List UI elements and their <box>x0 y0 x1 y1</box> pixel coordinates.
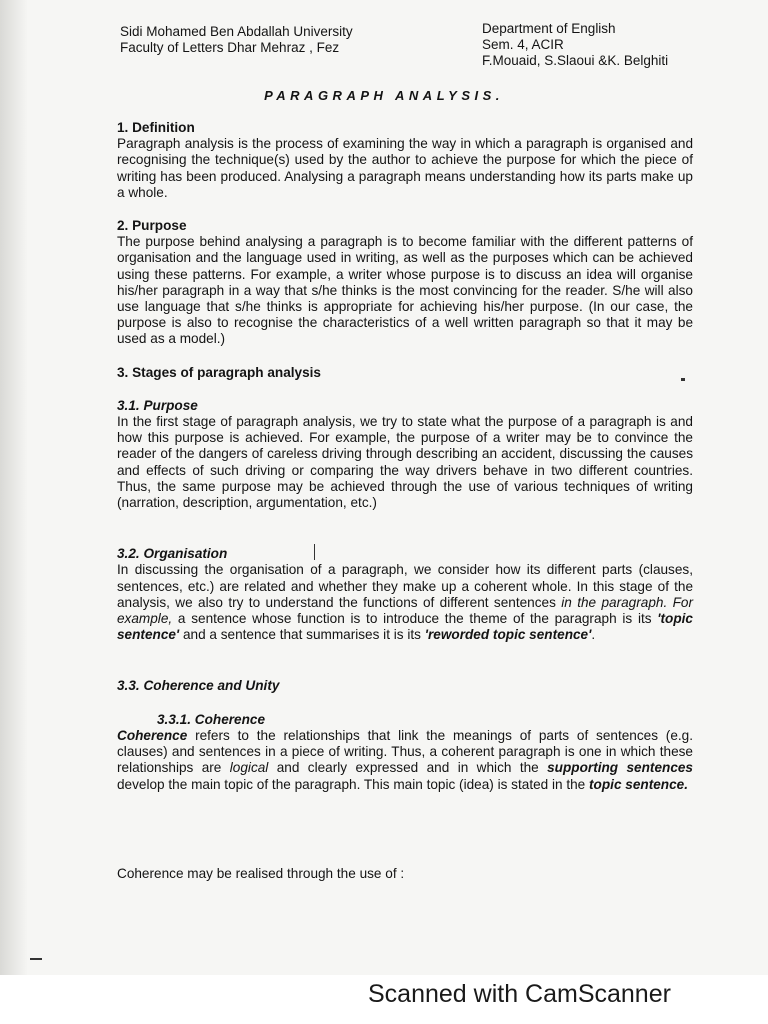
section-organisation <box>117 546 693 643</box>
stage-purpose-heading: 3.1. Purpose <box>117 397 198 413</box>
section-purpose <box>117 218 693 348</box>
section-stages <box>117 365 693 381</box>
organisation-heading: 3.2. Organisation <box>117 546 228 562</box>
page-title: PARAGRAPH ANALYSIS. <box>264 88 504 103</box>
coherence-closing-line: Coherence may be realised through the use of : <box>117 865 405 881</box>
department-header <box>482 21 668 69</box>
department-name: Department of English <box>482 21 616 36</box>
coherence-term: Coherence <box>117 727 188 743</box>
supporting-sentences-term: supporting sentences <box>547 760 693 776</box>
coherence-heading: 3.3.1. Coherence <box>157 711 266 727</box>
section-coherence-unity <box>117 678 693 694</box>
scan-edge-shadow <box>0 0 28 975</box>
scan-stroke <box>314 544 315 560</box>
organisation-text-part3: and a sentence that summarises it is its <box>179 627 425 643</box>
stage-purpose-text: In the first stage of paragraph analysis, we try to state what the purpose of a paragraph is and how this purpose is achieved. For example, the purpose of a writer may be to convince the reader of the dangers of careless driving through describing an accident, discussing the causes and effects of such driving or comparing the way drivers behave in two different countries. Thus, the same purpose may be achieved through the use of various techniques of writing (narration, description, argumentation, etc.) <box>117 414 693 511</box>
topic-sentence-term-2: topic sentence. <box>589 776 688 792</box>
coherence-text <box>117 728 693 793</box>
document-body <box>117 120 693 882</box>
stages-heading: 3. Stages of paragraph analysis <box>117 364 321 380</box>
purpose-text: The purpose behind analysing a paragraph is to become familiar with the different patterns of organisation and the language used in writing, as well as the purposes which can be achieved using these patterns. For example, a writer whose purpose is to discuss an idea will organise his/her paragraph in a way that s/he thinks is the most convincing for the reader. S/he will also use language that s/he thinks is appropriate for achieving his/her purpose. (In our case, the purpose is also to recognise the characteristics of a well written paragraph so that it may be used as a model.) <box>117 234 693 347</box>
faculty-name: Faculty of Letters Dhar Mehraz , Fez <box>120 40 340 55</box>
organisation-text-part2: a sentence whose function is to introduce the theme of the paragraph is its <box>172 611 658 627</box>
scan-speck <box>681 378 685 381</box>
authors: F.Mouaid, S.Slaoui &K. Belghiti <box>482 53 669 68</box>
coherence-text-part1: refers to the relationships that link the meanings of parts of sentences (e.g. clauses) and sentences in a piece of writing. Thus, a coherent paragraph is one in which these relationships are <box>117 727 693 776</box>
topic-sentence-term: 'topic sentence' <box>117 611 693 643</box>
coherence-text-part3: develop the main topic of the paragraph. This main topic (idea) is stated in the <box>117 776 590 792</box>
purpose-heading: 2. Purpose <box>117 218 187 234</box>
organisation-text-part1: In discussing the organisation of a paragraph, we consider how its different parts (clauses, sentences, etc.) are related and whether they make up a coherent whole. In this stage of the analysis, we also try to understand the functions of different sentences <box>117 562 693 610</box>
coherence-text-part2: and clearly expressed and in which the <box>268 760 548 776</box>
scan-edge-mark <box>30 958 42 960</box>
organisation-text-end: . <box>591 627 596 643</box>
section-coherence <box>117 712 693 793</box>
section-stage-purpose <box>117 398 693 511</box>
camscanner-watermark: Scanned with CamScanner <box>368 980 671 1008</box>
section-definition <box>117 120 693 201</box>
logical-term: logical <box>229 760 269 776</box>
university-header <box>120 24 353 56</box>
definition-text: Paragraph analysis is the process of examining the way in which a paragraph is organised and recognising the technique(s) used by the author to achieve the purpose for which the piece of writing has been produced. Analysing a paragraph means understanding how its parts make up a whole. <box>117 136 693 200</box>
organisation-text-italic: in the paragraph. For example, <box>117 594 693 627</box>
coherence-unity-heading: 3.3. Coherence and Unity <box>117 678 280 694</box>
semester-info: Sem. 4, ACIR <box>482 37 564 52</box>
definition-heading: 1. Definition <box>117 120 195 135</box>
organisation-text <box>117 562 693 643</box>
university-name: Sidi Mohamed Ben Abdallah University <box>120 24 353 39</box>
reworded-topic-sentence-term: 'reworded topic sentence' <box>424 627 592 643</box>
